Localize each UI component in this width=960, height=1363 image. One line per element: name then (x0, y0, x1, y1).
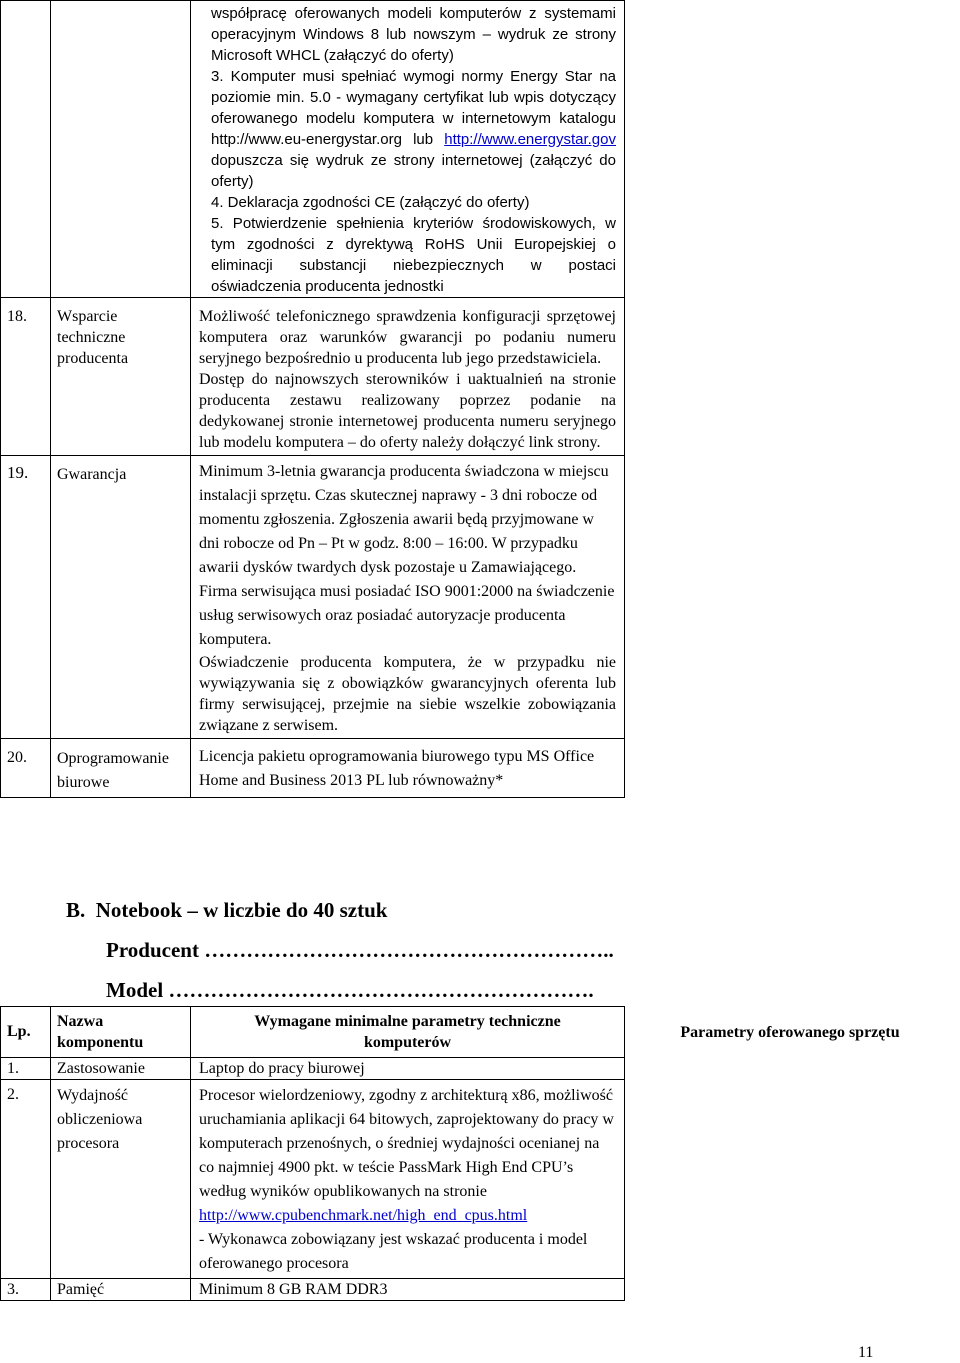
row-number: 1. (1, 1058, 51, 1080)
table-row (1, 1080, 625, 1279)
req-text: Procesor wielordzeniowy, zgodny z architekturą x86, możliwość uruchamiania aplikacji 64 bitowych, zaprojektowany do pracy w komputerach przenośnych, o średniej wydajności ocenianej na co najmniej 4900 pkt. w teście PassMark High End CPU’s według wyników opublikowanych na stronie (199, 1087, 614, 1200)
req-text: - Wykonawca zobowiązany jest wskazać producenta i model oferowanego procesora (199, 1231, 588, 1272)
row-number: 2. (1, 1080, 51, 1279)
req-text: Licencja pakietu oprogramowania biurowego typu MS Office Home and Business 2013 PL lub równoważny* (199, 748, 595, 789)
table-row (1, 456, 625, 739)
section-b-heading: B. Notebook – w liczbie do 40 sztuk (66, 898, 388, 922)
row-requirements: Laptop do pracy biurowej (191, 1058, 625, 1080)
row-requirements (191, 298, 625, 456)
row-component: Wydajność obliczeniowa procesora (51, 1080, 191, 1279)
model-line: Model ……………………………………………………. (106, 978, 594, 1002)
row-component: Pamięć (51, 1279, 191, 1301)
header-offered: Parametry oferowanego sprzętu (680, 1024, 900, 1041)
table-row (1, 1058, 625, 1080)
req-text: 5. Potwierdzenie spełnienia kryteriów środowiskowych, w tym zgodności z dyrektywą RoHS Unii Europejskiej o eliminacji substancji niebezpiecznych w postaci oświadczenia producenta jednostki (211, 215, 616, 295)
req-text: współpracę oferowanych modeli komputerów z systemami operacyjnym Windows 8 lub nowszym – wydruk ze strony Microsoft WHCL (załączyć do oferty) (211, 5, 616, 64)
row-number: 20. (1, 739, 51, 798)
req-text: dopuszcza się wydruk ze strony internetowej (załączyć do oferty) (211, 152, 616, 190)
row-component: Wsparcie techniczne producenta (51, 298, 191, 456)
row-component (51, 1, 191, 298)
energystar-link[interactable]: http://www.energystar.gov (444, 131, 616, 148)
row-component: Oprogramowanie biurowe (51, 739, 191, 798)
req-text: Oświadczenie producenta komputera, że w przypadku nie wywiązywania się z obowiązków gwarancyjnych oferenta lub firmy serwisującej, przejmie na siebie wszelkie zobowiązania związane z serwisem. (199, 654, 616, 734)
header-lp: Lp. (1, 1007, 51, 1058)
row-requirements (191, 1, 625, 298)
req-text: Możliwość telefonicznego sprawdzenia konfiguracji sprzętowej komputera oraz warunków gwarancji po podaniu numeru seryjnego bezpośrednio u producenta lub jego przedstawiciela. (199, 308, 616, 367)
req-text: Dostęp do najnowszych sterowników i uaktualnień na stronie producenta zestawu realizowany poprzez podanie na dedykowanej stronie internetowej producenta numeru seryjnego lub modelu komputera – do oferty należy dołączyć link strony. (199, 371, 616, 451)
header-requirements: Wymagane minimalne parametry techniczne komputerów (191, 1007, 625, 1058)
page-number: 11 (858, 1344, 874, 1361)
req-text: Minimum 3-letnia gwarancja producenta świadczona w miejscu instalacji sprzętu. Czas skutecznej naprawy - 3 dni robocze od momentu zgłoszenia. Zgłoszenia awarii będą przyjmowane w dni robocze od Pn – Pt w godz. 8:00 – 16:00. W przypadku awarii dysków twardych dysk pozostaje u Zamawiającego. Firma serwisująca musi posiadać ISO 9001:2000 na świadczenie usług serwisowych oraz posiadać autoryzacje producenta komputera. (199, 463, 615, 648)
row-component: Gwarancja (51, 456, 191, 739)
req-text: 4. Deklaracja zgodności CE (załączyć do oferty) (211, 194, 530, 211)
row-number: 18. (1, 298, 51, 456)
row-requirements (191, 739, 625, 798)
spec-table-a (0, 0, 625, 798)
req-text: 3. Komputer musi spełniać wymogi normy Energy Star na poziomie min. 5.0 - wymagany certyfikat lub wpis dotyczący oferowanego modelu komputera w internetowym katalogu http://www.eu-energystar.org lub (211, 68, 616, 148)
table-row (1, 1, 625, 298)
row-number: 19. (1, 456, 51, 739)
table-row (1, 739, 625, 798)
table-header-row (1, 1007, 625, 1058)
producent-line: Producent ………………………………………………….. (106, 938, 614, 962)
cpubenchmark-link[interactable]: http://www.cpubenchmark.net/high_end_cpus.html (199, 1207, 528, 1224)
spec-table-b (0, 1006, 625, 1301)
row-requirements: Minimum 8 GB RAM DDR3 (191, 1279, 625, 1301)
row-requirements (191, 1080, 625, 1279)
table-row (1, 1279, 625, 1301)
row-component: Zastosowanie (51, 1058, 191, 1080)
row-number: 3. (1, 1279, 51, 1301)
table-row (1, 298, 625, 456)
header-component: Nazwa komponentu (51, 1007, 191, 1058)
row-number (1, 1, 51, 298)
row-requirements (191, 456, 625, 739)
